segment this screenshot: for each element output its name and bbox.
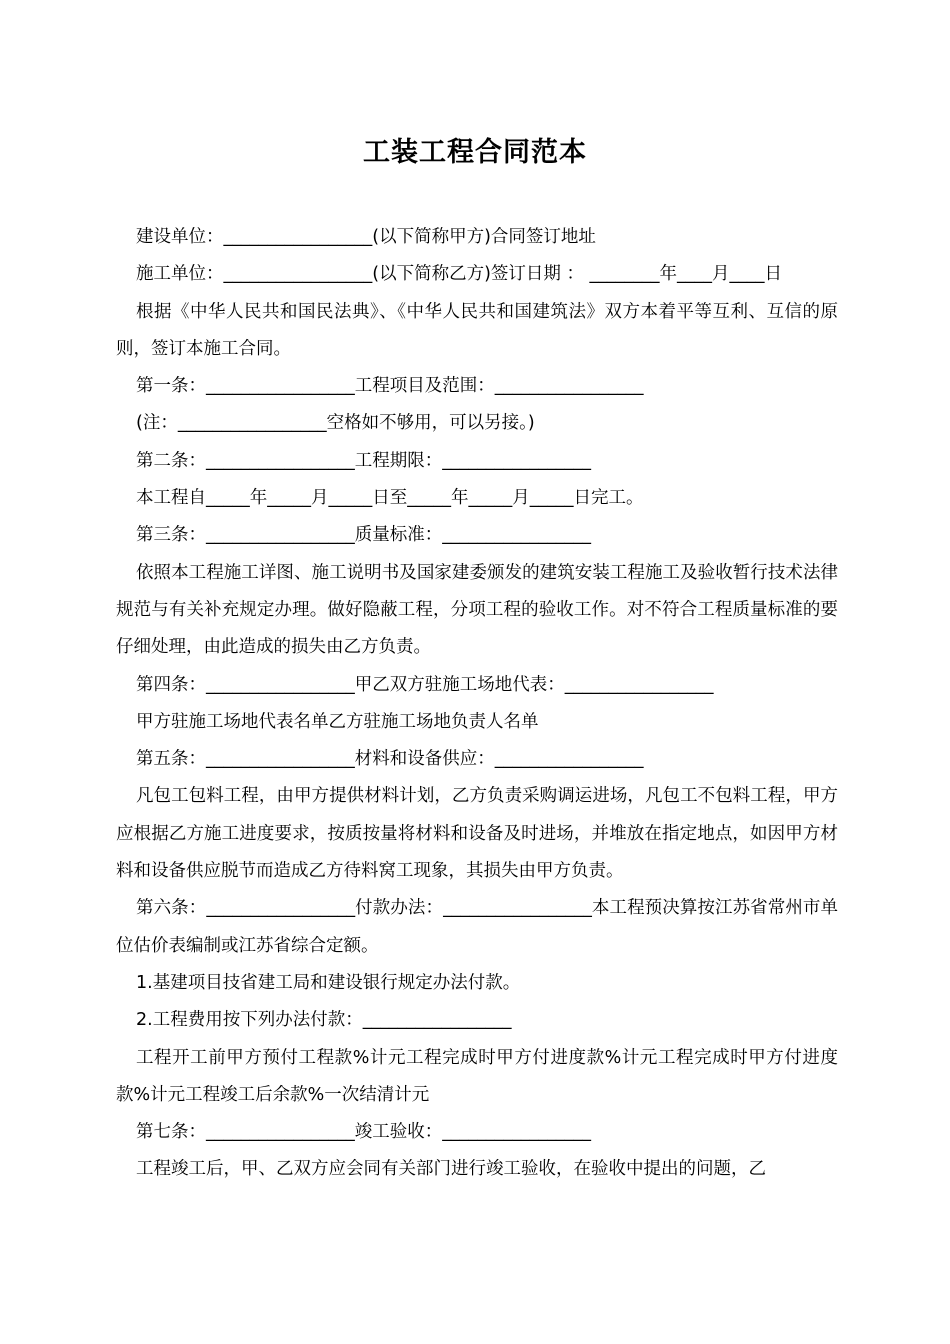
document-title: 工装工程合同范本 — [363, 137, 587, 168]
article-6: 第六条：_________________付款办法：_________________本工程预决算按江苏省常州市单位估价表编制或江苏省综合定额。 — [116, 898, 838, 956]
article-7: 第七条：_________________竣工验收：_________________ — [136, 1122, 591, 1143]
article-6-item-1: 1.基建项目技省建工局和建设银行规定办法付款。 — [136, 972, 521, 993]
clause-contractor-unit: 施工单位：_________________(以下简称乙方)签订日期 ： ________年____月____日 — [136, 264, 783, 285]
article-1-note: (注：_________________空格如不够用，可以另接。) — [136, 413, 535, 434]
article-3-detail: 依照本工程施工详图、施工说明书及国家建委颁发的建筑安装工程施工及验收暂行技术法律规范与有关补充规定办理。做好隐蔽工程，分项工程的验收工作。对不符合工程质量标准的要仔细处理，由此造成的损失由乙方负责。 — [116, 562, 838, 658]
clause-legal-basis: 根据《中华人民共和国民法典》、《中华人民共和国建筑法》双方本着平等互利、互信的原则，签订本施工合同。 — [116, 301, 838, 359]
article-7-detail: 工程竣工后，甲、乙双方应会同有关部门进行竣工验收，在验收中提出的问题，乙 — [136, 1159, 766, 1180]
article-5: 第五条：_________________材料和设备供应：_________________ — [136, 749, 644, 770]
clause-builder-unit: 建设单位：_________________(以下简称甲方)合同签订地址 — [136, 227, 596, 247]
article-2-period: 本工程自_____年_____月_____日至_____年_____月_____日完工。 — [136, 488, 644, 509]
article-6-item-2: 2.工程费用按下列办法付款：_________________ — [136, 1010, 512, 1031]
article-6-payment-detail: 工程开工前甲方预付工程款%计元工程完成时甲方付进度款%计元工程完成时甲方付进度款%计元工程竣工后余款%一次结清计元 — [116, 1047, 838, 1105]
article-3: 第三条：_________________质量标准：_________________ — [136, 525, 591, 546]
article-4: 第四条：_________________甲乙双方驻施工场地代表：_________________ — [136, 674, 714, 695]
article-1: 第一条：_________________工程项目及范围：_________________ — [136, 376, 644, 397]
article-4-detail: 甲方驻施工场地代表名单乙方驻施工场地负责人名单 — [136, 711, 539, 732]
article-5-detail: 凡包工包料工程，由甲方提供材料计划，乙方负责采购调运进场，凡包工不包料工程，甲方应根据乙方施工进度要求，按质按量将材料和设备及时进场，并堆放在指定地点，如因甲方材料和设备供应脱节而造成乙方待料窝工现象，其损失由甲方负责。 — [116, 786, 838, 882]
document-body — [116, 219, 838, 1189]
article-2: 第二条：_________________工程期限：_________________ — [136, 450, 591, 471]
